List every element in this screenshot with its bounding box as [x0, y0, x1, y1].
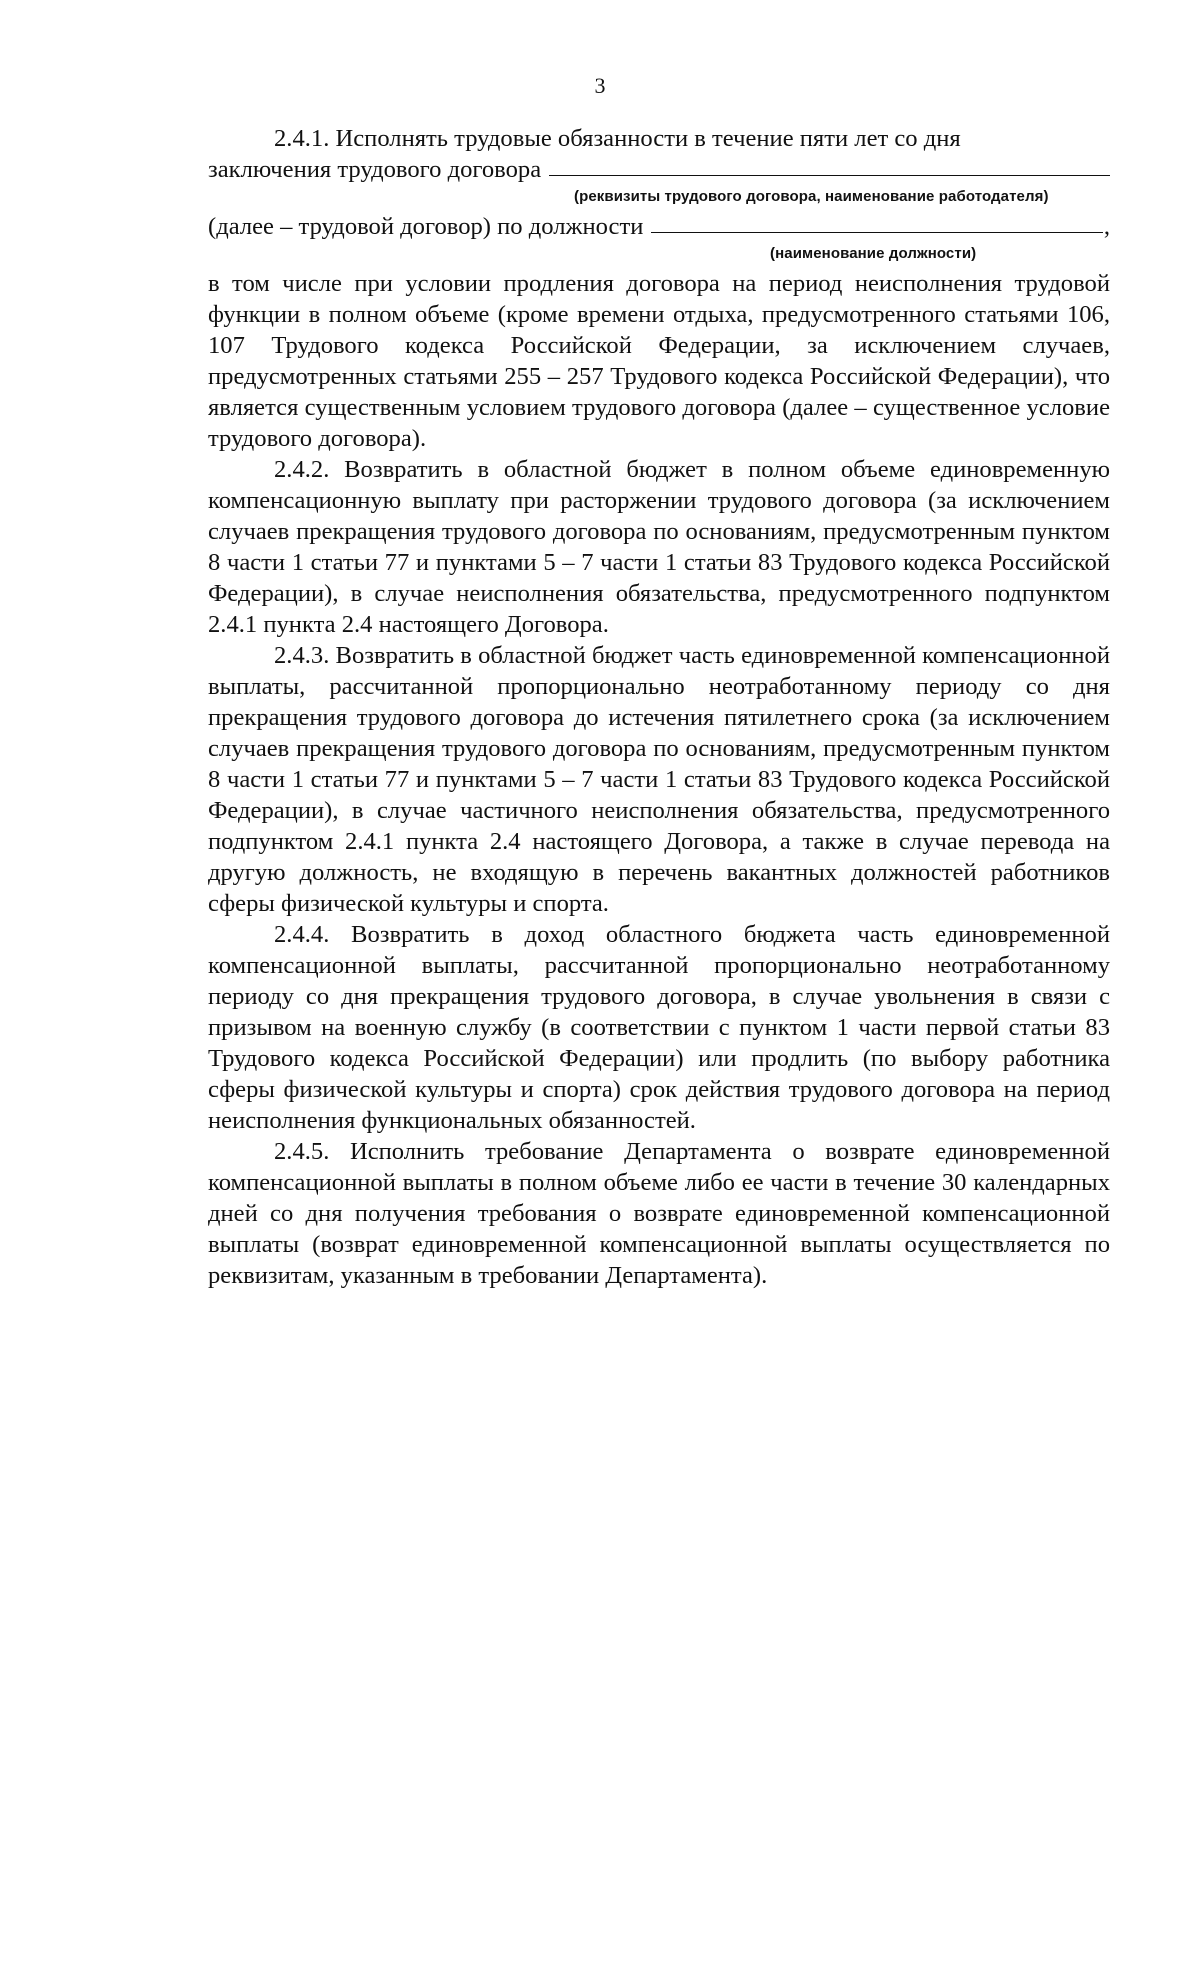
contract-details-label: заключения трудового договора	[208, 156, 542, 183]
clause-2-4-1-line1: 2.4.1. Исполнять трудовые обязанности в течение пяти лет со дня	[274, 125, 961, 152]
clause-2-4-5: 2.4.5. Исполнить требование Департамента о возврате единовременной компенсационной выплаты в полном объеме либо ее части в течение 30 календарных дней со дня получения требования о возврате единовременной компенсационной выплаты (возврат единовременной компенсационной выплаты осуществляется по реквизитам, указанным в требовании Департамента).	[208, 1138, 1110, 1289]
clause-2-4-1-body: в том числе при условии продления договора на период неисполнения трудовой функции в полном объеме (кроме времени отдыха, предусмотренного статьями 106, 107 Трудового кодекса Российской Федерации, за исключением случаев, предусмотренных статьями 255 – 257 Трудового кодекса Российской Федерации), что является существенным условием трудового договора (далее – существенное условие трудового договора).	[208, 270, 1110, 452]
document-body	[208, 123, 1110, 1291]
contract-details-line	[208, 154, 1110, 185]
position-comma: ,	[1103, 213, 1110, 240]
page-number: 3	[594, 73, 606, 98]
contract-details-blank	[549, 154, 1110, 176]
position-caption-row	[208, 242, 1110, 268]
clause-2-4-4: 2.4.4. Возвратить в доход областного бюджета часть единовременной компенсационной выплаты, рассчитанной пропорционально неотработанному периоду со дня прекращения трудового договора, в случае увольнения в связи с призывом на военную службу (в соответствии с пунктом 1 части первой статьи 83 Трудового кодекса Российской Федерации) или продлить (по выбору работника сферы физической культуры и спорта) срок действия трудового договора на период неисполнения функциональных обязанностей.	[208, 921, 1110, 1134]
position-line	[208, 211, 1110, 242]
position-blank	[651, 211, 1102, 233]
clause-2-4-3: 2.4.3. Возвратить в областной бюджет часть единовременной компенсационной выплаты, рассчитанной пропорционально неотработанному периоду со дня прекращения трудового договора до истечения пятилетнего срока (за исключением случаев прекращения трудового договора по основаниям, предусмотренным пунктом 8 части 1 статьи 77 и пунктами 5 – 7 части 1 статьи 83 Трудового кодекса Российской Федерации), в случае частичного неисполнения обязательства, предусмотренного подпунктом 2.4.1 пункта 2.4 настоящего Договора, а также в случае перевода на другую должность, не входящую в перечень вакантных должностей работников сферы физической культуры и спорта.	[208, 642, 1110, 917]
contract-details-caption-row	[208, 185, 1110, 211]
contract-details-caption: (реквизиты трудового договора, наименование работодателя)	[574, 188, 1049, 205]
clause-2-4-2: 2.4.2. Возвратить в областной бюджет в полном объеме единовременную компенсационную выплату при расторжении трудового договора (за исключением случаев прекращения трудового договора по основаниям, предусмотренным пунктом 8 части 1 статьи 77 и пунктами 5 – 7 части 1 статьи 83 Трудового кодекса Российской Федерации), в случае неисполнения обязательства, предусмотренного подпунктом 2.4.1 пункта 2.4 настоящего Договора.	[208, 456, 1110, 638]
position-label: (далее – трудовой договор) по должности	[208, 213, 644, 240]
position-caption: (наименование должности)	[770, 245, 977, 262]
